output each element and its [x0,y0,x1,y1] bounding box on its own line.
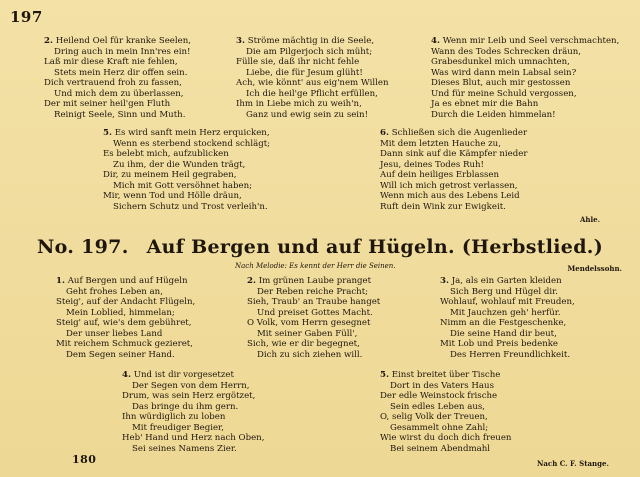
verse-line [122,423,264,434]
verse-line [103,128,270,139]
verse-line-text: Grabesdunkel mich umnachten, [431,57,570,67]
verse-line [56,308,195,319]
verse-line-text: Mich mit Gott versöhnet haben; [113,180,253,191]
verse-line-text: Ich die heil'ge Pflicht erfüllen, [246,88,378,99]
verse-line [122,433,264,444]
verse-line [380,202,527,213]
hymn196-verse4 [431,36,619,120]
verse-line [440,276,575,287]
hymn197-title [0,236,640,258]
verse-line-text: Sieh, Traub' an Traube hanget [247,297,381,307]
verse-line [56,350,195,361]
verse-line-text: Gesammelt ohne Zahl; [390,422,489,433]
verse-line-text: Mit freudiger Begier, [132,422,224,433]
verse-line [236,47,389,58]
verse-line [431,57,619,68]
composer-credit: Mendelssohn. [567,264,622,273]
verse-line-text: Und für meine Schuld vergossen, [431,88,577,99]
verse-line [236,99,389,110]
verse-line [236,78,389,89]
verse-line [56,276,195,287]
verse-line-text: O, selig Volk der Treuen, [380,412,488,422]
verse-line-text: Wann des Todes Schrecken dräun, [431,46,582,57]
verse-line-text: Mit Jauchzen geh' herfür. [450,307,561,318]
verse-number: 5. [380,370,389,380]
verse-line [440,350,575,361]
verse-number: 3. [236,36,245,46]
verse-line-text: Heb' Hand und Herz nach Oben, [122,433,265,443]
verse-line [44,78,191,89]
melody-note: Nach Melodie: Es kennt der Herr die Seinen. [235,262,396,270]
verse-line-text: Nimm an die Festgeschenke, [440,318,567,328]
verse-line [440,287,575,298]
verse-line [380,412,511,423]
hymn197-title-text: Auf Bergen und auf Hügeln. (Herbstlied.) [146,236,603,258]
hymn196-verse3 [236,36,389,120]
verse-line-text: Stets mein Herz dir offen sein. [54,67,188,78]
verse-line [380,381,511,392]
verse-line-text: Ja, als ein Garten kleiden [451,276,562,286]
verse-line [431,47,619,58]
verse-line [440,308,575,319]
verse-line-text: Das bringe du ihm gern. [132,401,239,412]
verse-line [431,36,619,47]
verse-line [440,318,575,329]
verse-line-text: Jesu, deines Todes Ruh! [380,159,484,170]
verse-line [440,339,575,350]
verse-line-text: Es belebt mich, aufzublicken [103,149,229,159]
verse-line [380,423,511,434]
verse-line-text: Drum, was sein Herz ergötzet, [122,391,256,401]
hymn197-verse1 [56,276,195,360]
verse-line-text: Was wird dann mein Labsal sein? [431,67,577,78]
verse-line-text: Ihn würdiglich zu loben [122,412,226,422]
verse-line [103,170,270,181]
verse-line [103,202,270,213]
verse-line-text: Der Reben reiche Pracht; [257,286,369,297]
verse-line-text: Liebe, die für Jesum glüht! [246,67,363,78]
verse-line [431,68,619,79]
verse-line [380,160,527,171]
verse-line [122,412,264,423]
verse-line-text: Auf dein heiliges Erblassen [380,170,500,180]
verse-line-text: Ganz und ewig sein zu sein! [246,109,369,120]
verse-number: 4. [122,370,131,380]
verse-line [247,339,380,350]
verse-line-text: Durch die Leiden himmelan! [431,109,556,120]
verse-line [247,350,380,361]
verse-line [380,170,527,181]
verse-line [122,444,264,455]
verse-line [247,318,380,329]
verse-line-text: Sein edles Leben aus, [390,401,485,412]
verse-line-text: O Volk, vom Herrn gesegnet [247,318,371,328]
verse-line-text: Steig', auf der Andacht Flügeln, [56,297,196,307]
verse-line-text: Wenn mich aus des Lebens Leid [380,191,520,201]
verse-line-text: Und ist dir vorgesetzet [133,370,234,380]
verse-number: 3. [440,276,449,286]
verse-line [103,139,270,150]
verse-line-text: Und preiset Gottes Macht. [257,307,373,318]
verse-number: 2. [247,276,256,286]
verse-line-text: Dich vertrauend froh zu fassen, [44,78,182,88]
verse-line-text: Die am Pilgerjoch sich müht; [246,46,373,57]
hymn197-title-number: No. 197. [37,236,129,258]
verse-number: 6. [380,128,389,138]
verse-line [247,276,380,287]
verse-line-text: Es wird sanft mein Herz erquicken, [114,128,270,138]
verse-line [236,68,389,79]
verse-line [44,99,191,110]
hymn196-author: Ahle. [580,215,601,224]
verse-line [44,57,191,68]
verse-number: 5. [103,128,112,138]
verse-line [122,370,264,381]
verse-line-text: Im grünen Laube pranget [258,276,372,286]
verse-line-text: Ja es ebnet mir die Bahn [431,99,539,109]
verse-line [440,329,575,340]
verse-line [440,297,575,308]
verse-line-text: Und mich dem zu überlassen, [54,88,184,99]
verse-line [380,128,527,139]
verse-line-text: Mit reichem Schmuck gezieret, [56,339,193,349]
verse-line-text: Dem Segen seiner Hand. [66,349,175,360]
verse-line-text: Auf Bergen und auf Hügeln [67,276,188,286]
verse-line [103,149,270,160]
verse-line-text: Der unser liebes Land [66,328,163,339]
verse-line-text: Der mit seiner heil'gen Fluth [44,99,171,109]
verse-line-text: Dieses Blut, auch mir gestossen [431,78,571,88]
page-number-top: 197 [10,8,43,26]
hymn197-author: Nach C. F. Stange. [537,459,609,468]
verse-line [56,297,195,308]
verse-line [103,160,270,171]
verse-line [247,287,380,298]
verse-line [56,339,195,350]
verse-line-text: Laß mir diese Kraft nie fehlen, [44,57,178,67]
verse-line [44,89,191,100]
verse-line-text: Bei seinem Abendmahl [390,443,491,454]
verse-line-text: Mit Lob und Preis bedenke [440,339,559,349]
verse-line-text: Mit seiner Gaben Füll', [257,328,358,339]
verse-line-text: Einst breitet über Tische [391,370,501,380]
verse-line-text: Wie wirst du doch dich freuen [380,433,512,443]
verse-line-text: Wohlauf, wohlauf mit Freuden, [440,297,575,307]
verse-line-text: Des Herren Freundlichkeit. [450,349,571,360]
verse-line-text: Dir, zu meinem Heil gegraben, [103,170,237,180]
verse-line [380,181,527,192]
hymn197-verse4 [122,370,264,454]
verse-line [380,444,511,455]
verse-line-text: Zu ihm, der die Wunden trägt, [113,159,246,170]
verse-line [122,391,264,402]
verse-line-text: Der Segen von dem Herrn, [132,380,250,391]
verse-number: 2. [44,36,53,46]
verse-line-text: Dich zu sich ziehen will. [257,349,363,360]
verse-line [103,181,270,192]
hymn196-verse5 [103,128,270,212]
verse-line-text: Sich, wie er dir begegnet, [247,339,360,349]
verse-line-text: Dort in des Vaters Haus [390,380,494,391]
verse-line [44,47,191,58]
verse-line [380,191,527,202]
hymn196-verse2 [44,36,191,120]
verse-line-text: Wenn mir Leib und Seel verschmachten, [442,36,620,46]
verse-line [380,391,511,402]
verse-line-text: Mein Loblied, himmelan; [66,307,175,318]
verse-line [236,36,389,47]
verse-line [44,68,191,79]
verse-line [236,110,389,121]
hymn197-verse2 [247,276,380,360]
verse-number: 1. [56,276,65,286]
verse-line [122,402,264,413]
verse-line-text: Ach, wie könnt' aus eig'nem Willen [236,78,389,88]
verse-line [56,329,195,340]
verse-line-text: Fülle sie, daß ihr nicht fehle [236,57,360,67]
verse-line-text: Der edle Weinstock frische [380,391,498,401]
verse-line-text: Sich Berg und Hügel dir. [450,286,559,297]
verse-line-text: Mir, wenn Tod und Hölle dräun, [103,191,242,201]
verse-line-text: Wenn es sterbend stockend schlägt; [113,138,271,149]
verse-line-text: Ruft dein Wink zur Ewigkeit. [380,201,506,212]
verse-line [431,89,619,100]
verse-line [247,329,380,340]
verse-line [122,381,264,392]
verse-line [56,318,195,329]
verse-line [44,110,191,121]
verse-line [380,149,527,160]
hymn197-verse3 [440,276,575,360]
verse-line [431,78,619,89]
verse-line [56,287,195,298]
hymn196-verse6 [380,128,527,212]
verse-line-text: Schließen sich die Augenlieder [391,128,528,138]
verse-line [236,89,389,100]
verse-line [380,370,511,381]
verse-line-text: Geht frohes Leben an, [66,286,163,297]
verse-line-text: Will ich mich getrost verlassen, [380,180,518,191]
verse-line [380,402,511,413]
verse-line [431,99,619,110]
verse-line [247,308,380,319]
verse-line-text: Mit dem letzten Hauche zu, [380,138,501,149]
verse-line-text: Ihm in Liebe mich zu weih'n, [236,99,362,109]
hymn197-verse5 [380,370,511,454]
verse-line [103,191,270,202]
verse-line [431,110,619,121]
verse-line [380,433,511,444]
verse-line-text: Die seine Hand dir beut, [450,328,557,339]
verse-line-text: Dann sink auf die Kämpfer nieder [380,149,528,159]
verse-line [44,36,191,47]
verse-line-text: Ströme mächtig in die Seele, [247,36,375,46]
verse-line-text: Reinigt Seele, Sinn und Muth. [54,109,186,120]
verse-line-text: Heilend Oel für kranke Seelen, [55,36,191,46]
verse-line-text: Sei seines Namens Zier. [132,443,237,454]
verse-line [247,297,380,308]
verse-line-text: Dring auch in mein Inn'res ein! [54,46,191,57]
verse-line-text: Steig' auf, wie's dem gebühret, [56,318,192,328]
verse-line-text: Sichern Schutz und Trost verleih'n. [113,201,268,212]
verse-line [380,139,527,150]
page-number-bottom: 180 [72,453,97,466]
verse-line [236,57,389,68]
verse-number: 4. [431,36,440,46]
